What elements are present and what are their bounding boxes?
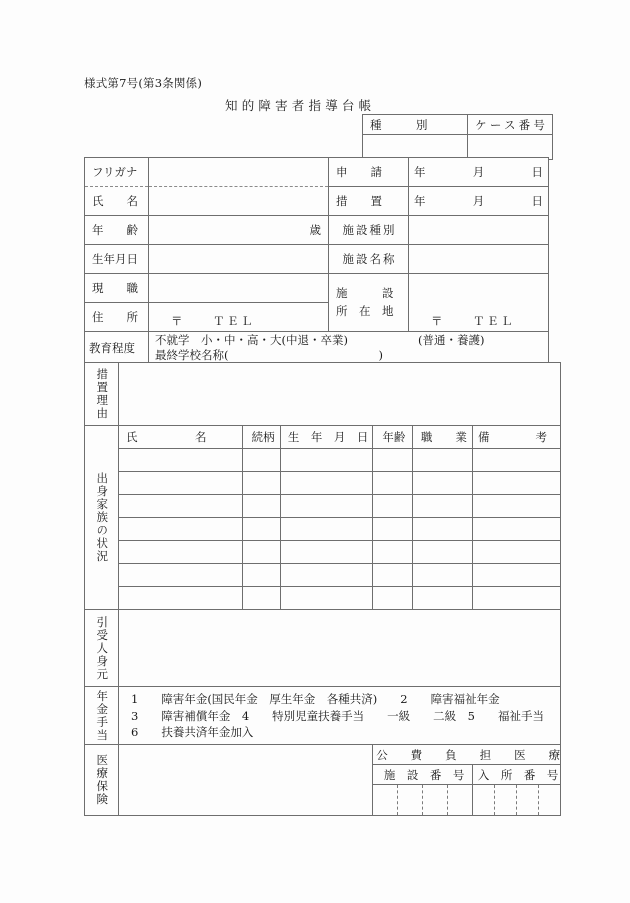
form-number: 様式第7号(第3条関係) — [84, 76, 203, 90]
family-cell-name[interactable] — [119, 564, 243, 587]
reason-label-text: 措置理由 — [95, 368, 110, 420]
measure-label-text: 措 置 — [336, 194, 382, 208]
family-cell-relation[interactable] — [243, 495, 281, 518]
reason-input[interactable] — [119, 363, 561, 426]
table-row-occupation — [85, 274, 549, 303]
family-cell-relation[interactable] — [243, 541, 281, 564]
family-cell-age[interactable] — [373, 495, 413, 518]
age-label-text: 年 齢 — [92, 223, 138, 237]
case-no-label: ケース番号 — [475, 117, 549, 132]
table-row-pension — [85, 687, 561, 745]
occupation-label-text: 現 職 — [92, 281, 138, 295]
family-cell-birth[interactable] — [281, 472, 373, 495]
case-no-value-cell[interactable] — [468, 135, 553, 160]
tel-label: ＴＥＬ — [213, 314, 255, 328]
pension-line-2: 3 障害補償年金 4 特別児童扶養手当 一級 二級 5 福祉手当 — [131, 708, 544, 723]
family-cell-remarks[interactable] — [472, 541, 560, 564]
facility-name-input[interactable] — [409, 245, 549, 274]
family-cell-birth[interactable] — [281, 518, 373, 541]
page-title: 知的障害者指導台帳 — [225, 98, 376, 113]
table-row-family-header — [85, 426, 561, 449]
family-col-birth-text: 生 年 月 日 — [287, 430, 369, 444]
admission-no-digits[interactable] — [472, 785, 560, 816]
guarantor-label-text: 引受人身元 — [95, 615, 110, 681]
family-cell-birth[interactable] — [281, 449, 373, 472]
age-unit: 歳 — [309, 223, 321, 237]
education-line-2 — [155, 348, 548, 363]
family-cell-age[interactable] — [373, 564, 413, 587]
pension-options[interactable] — [119, 687, 561, 745]
measure-label — [329, 187, 409, 216]
family-cell-job[interactable] — [412, 449, 472, 472]
pension-label-text: 年金手当 — [95, 689, 110, 742]
facility-postal-mark: 〒 — [431, 314, 443, 328]
family-col-relation — [243, 426, 281, 449]
name-input[interactable] — [149, 187, 329, 216]
family-cell-name[interactable] — [119, 449, 243, 472]
family-col-birth — [281, 426, 373, 449]
family-cell-name[interactable] — [119, 541, 243, 564]
family-cell-age[interactable] — [373, 449, 413, 472]
facility-no-label-text: 施 設 番 号 — [383, 767, 465, 782]
furigana-label — [85, 158, 149, 187]
family-label — [85, 426, 119, 610]
table-row-age — [85, 216, 549, 245]
family-cell-birth[interactable] — [281, 564, 373, 587]
facility-address-label — [329, 274, 409, 332]
family-cell-name[interactable] — [119, 587, 243, 610]
facility-type-input[interactable] — [409, 216, 549, 245]
family-cell-remarks[interactable] — [472, 449, 560, 472]
family-cell-relation[interactable] — [243, 449, 281, 472]
pension-line-1: 1 障害年金(国民年金 厚生年金 各種共済) 2 障害福祉年金 — [131, 692, 500, 706]
family-cell-remarks[interactable] — [472, 495, 560, 518]
type-label: 種 別 — [370, 117, 428, 132]
application-label-text: 申 請 — [336, 165, 382, 179]
facility-address-label-line2: 所 在 地 — [336, 303, 394, 318]
family-cell-name[interactable] — [119, 472, 243, 495]
digit-cell[interactable] — [373, 785, 398, 815]
digit-cell[interactable] — [473, 785, 495, 815]
facility-address-hints — [409, 274, 548, 331]
education-line-1 — [155, 333, 548, 348]
application-label — [329, 158, 409, 187]
facility-no-digits[interactable] — [373, 785, 473, 816]
family-cell-remarks[interactable] — [472, 472, 560, 495]
pension-line-3: 6 扶養共済年金加入 — [131, 725, 254, 740]
table-row — [363, 135, 553, 160]
table-row-name — [85, 187, 549, 216]
table-row — [363, 115, 553, 135]
education-line1-text: 不就学 小・中・高・大(中退・卒業) — [155, 333, 348, 347]
table-row-guarantor — [85, 610, 561, 687]
facility-address-label-lines — [329, 285, 408, 320]
application-date-text: 年 月 日 — [413, 165, 547, 179]
family-cell-job[interactable] — [412, 564, 472, 587]
guarantor-label — [85, 610, 119, 687]
family-cell-age[interactable] — [373, 541, 413, 564]
facility-name-label-text: 施設名称 — [342, 252, 397, 266]
name-label — [85, 187, 149, 216]
family-cell-relation[interactable] — [243, 472, 281, 495]
family-cell-birth[interactable] — [281, 495, 373, 518]
insurance-label-text: 医療保険 — [95, 754, 110, 807]
table-row — [85, 518, 561, 541]
digit-cell[interactable] — [448, 785, 472, 815]
table-row — [85, 472, 561, 495]
family-cell-job[interactable] — [412, 541, 472, 564]
family-cell-relation[interactable] — [243, 518, 281, 541]
lower-sections-table — [84, 362, 561, 816]
admission-no-header — [472, 765, 560, 785]
table-row-insurance-header — [85, 745, 561, 765]
facility-no-digit-group — [373, 785, 472, 815]
family-col-relation-text: 続柄 — [251, 430, 275, 444]
admission-no-digit-group — [473, 785, 560, 815]
type-value-cell[interactable] — [363, 135, 468, 160]
family-cell-job[interactable] — [412, 518, 472, 541]
measure-date-input[interactable] — [409, 187, 549, 216]
address-input[interactable] — [149, 303, 329, 332]
table-row — [85, 541, 561, 564]
address-label — [85, 303, 149, 332]
family-col-age-text: 年齢 — [382, 430, 406, 444]
furigana-input[interactable] — [149, 158, 329, 187]
family-col-remarks — [472, 426, 560, 449]
kind-case-table — [362, 114, 553, 160]
insurance-input[interactable] — [119, 745, 373, 816]
education-line2-text: 最終学校名称( — [155, 347, 229, 362]
digit-cell[interactable] — [398, 785, 423, 815]
table-row — [85, 564, 561, 587]
birthdate-label — [85, 245, 149, 274]
public-medical-label-text: 公 費 負 担 医 療 — [376, 747, 561, 762]
family-cell-remarks[interactable] — [472, 587, 560, 610]
education-label-text: 教育程度 — [89, 340, 135, 355]
occupation-label — [85, 274, 149, 303]
family-cell-name[interactable] — [119, 495, 243, 518]
family-cell-age[interactable] — [373, 518, 413, 541]
family-cell-age[interactable] — [373, 472, 413, 495]
facility-type-label-text: 施設種別 — [342, 223, 397, 237]
family-cell-birth[interactable] — [281, 541, 373, 564]
family-col-job — [412, 426, 472, 449]
education-input[interactable] — [149, 332, 549, 364]
table-row-furigana — [85, 158, 549, 187]
family-cell-name[interactable] — [119, 518, 243, 541]
family-col-job-text: 職 業 — [420, 430, 467, 444]
family-cell-birth[interactable] — [281, 587, 373, 610]
table-row-education — [85, 332, 549, 364]
address-hints — [149, 303, 328, 331]
family-col-name — [119, 426, 243, 449]
public-medical-header — [373, 745, 561, 765]
digit-cell[interactable] — [539, 785, 560, 815]
table-row — [85, 449, 561, 472]
address-label-text: 住 所 — [92, 310, 138, 324]
table-row — [85, 495, 561, 518]
facility-address-input[interactable] — [409, 274, 549, 332]
family-cell-remarks[interactable] — [472, 518, 560, 541]
application-date-input[interactable] — [409, 158, 549, 187]
facility-address-label-line1: 施 設 — [336, 286, 394, 301]
insurance-label — [85, 745, 119, 816]
family-col-name-text: 氏 名 — [126, 430, 207, 444]
table-row-birth — [85, 245, 549, 274]
family-cell-relation[interactable] — [243, 587, 281, 610]
reason-label — [85, 363, 119, 426]
family-cell-remarks[interactable] — [472, 564, 560, 587]
age-input[interactable] — [149, 216, 329, 245]
education-line1b-text: (普通・養護) — [417, 333, 485, 347]
family-cell-job[interactable] — [412, 495, 472, 518]
type-header — [363, 115, 468, 135]
case-no-header — [468, 115, 553, 135]
family-col-age — [373, 426, 413, 449]
guarantor-input[interactable] — [119, 610, 561, 687]
birthdate-input[interactable] — [149, 245, 329, 274]
table-row-reason — [85, 363, 561, 426]
education-lines — [149, 332, 548, 363]
age-label — [85, 216, 149, 245]
facility-tel-label: ＴＥＬ — [473, 314, 515, 328]
family-cell-job[interactable] — [412, 472, 472, 495]
table-row — [85, 587, 561, 610]
education-line2b-text: ) — [378, 347, 383, 362]
furigana-label-text: フリガナ — [92, 165, 138, 179]
family-cell-job[interactable] — [412, 587, 472, 610]
postal-mark: 〒 — [171, 314, 183, 328]
facility-type-label — [329, 216, 409, 245]
facility-name-label — [329, 245, 409, 274]
digit-cell[interactable] — [423, 785, 448, 815]
pension-option-lines — [119, 687, 560, 744]
family-label-text: 出身家族の状況 — [95, 472, 110, 563]
personal-info-table — [84, 157, 549, 364]
education-label — [85, 332, 149, 364]
digit-cell[interactable] — [495, 785, 517, 815]
family-cell-relation[interactable] — [243, 564, 281, 587]
admission-no-label-text: 入 所 番 号 — [477, 767, 559, 782]
family-cell-age[interactable] — [373, 587, 413, 610]
pension-label — [85, 687, 119, 745]
name-label-text: 氏 名 — [92, 194, 138, 208]
facility-no-header — [373, 765, 473, 785]
occupation-input[interactable] — [149, 274, 329, 303]
measure-date-text: 年 月 日 — [413, 194, 547, 208]
digit-cell[interactable] — [517, 785, 539, 815]
family-col-remarks-text: 備 考 — [477, 430, 547, 444]
birthdate-label-text: 生年月日 — [92, 252, 138, 266]
